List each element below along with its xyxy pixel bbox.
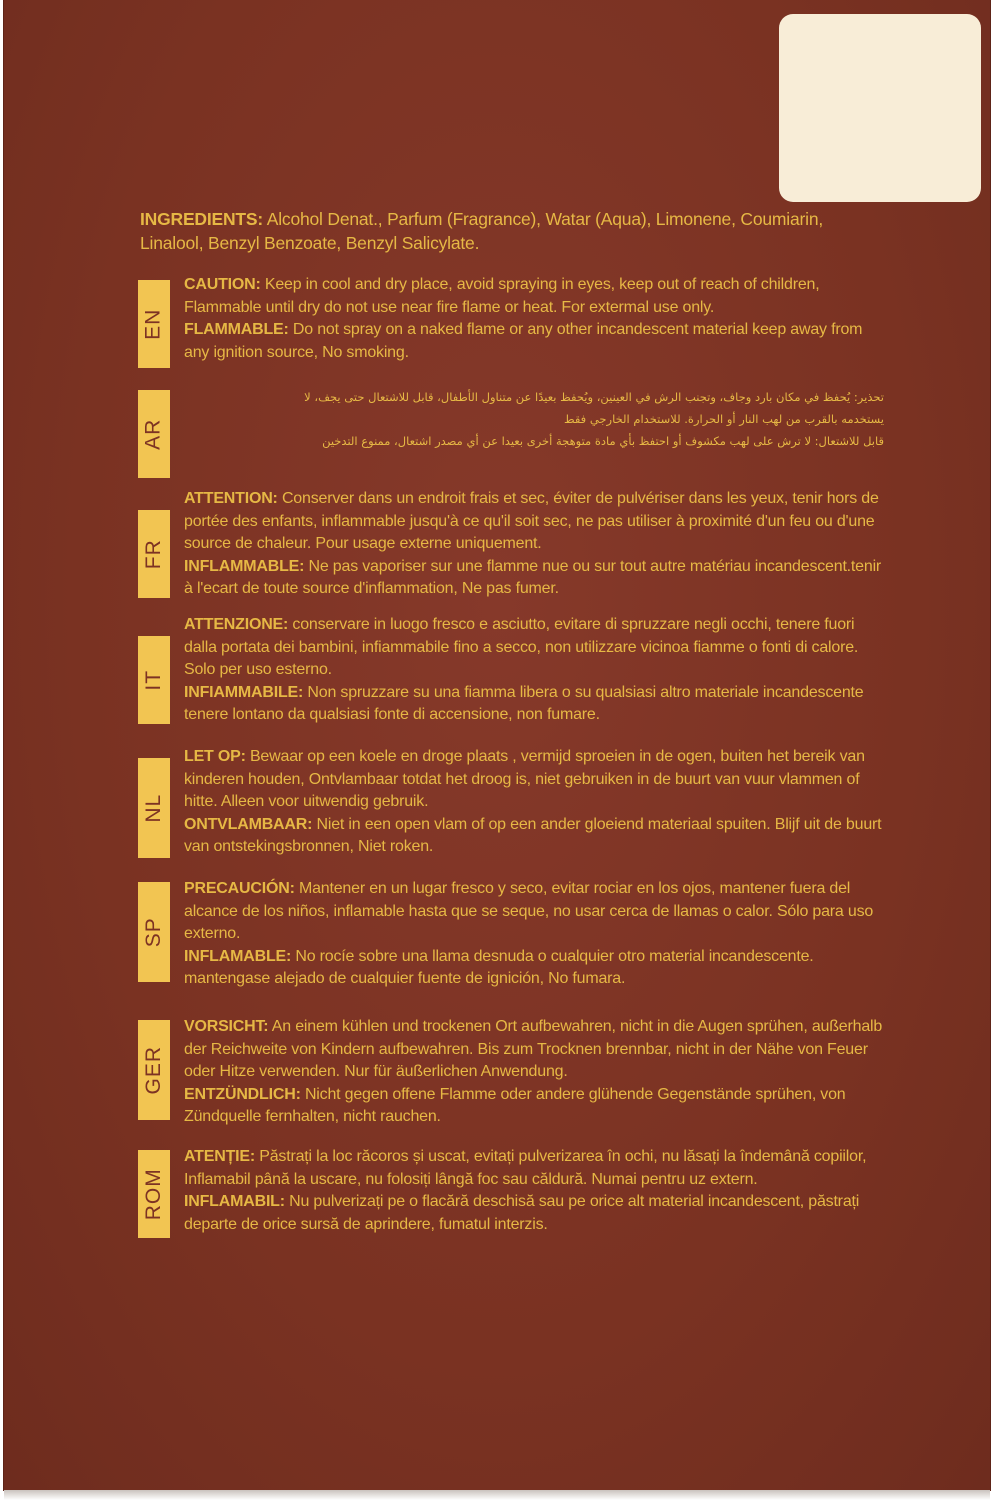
language-tab-fr: FR [138, 510, 170, 598]
vorsicht-text: An einem kühlen und trockenen Ort aufbewahren, nicht in die Augen sprühen, außerhalb der Reichweite von Kindern aufbewahren. Bis zum Trocknen brennbar, nicht in der Nähe von Feuer oder Hitze verwenden. Nur für äußerlichen Anwendung. [184, 1018, 883, 1080]
warning-text-ger [184, 1016, 884, 1129]
atentie-heading: ATENȚIE: [184, 1148, 255, 1165]
ontvlambaar-text: Niet in een open vlam of op een ander gloeiend materiaal spuiten. Blijf uit de buurt van ontstekingsbronnen, Niet roken. [184, 815, 882, 855]
inflamable-text: No rocíe sobre una llama desnuda o cualquier otro material incandescente. mantengase alejado de cualquier fuente de ignición, No fumara. [184, 947, 814, 987]
inflamable-heading: INFLAMABLE: [184, 947, 292, 965]
language-tab-ger: GER [138, 1020, 170, 1120]
warning-text-rom [184, 1146, 884, 1236]
infiammabile-text: Non spruzzare su una fiamma libera o su qualsiasi altro materiale incandescente tenere lontano da qualsiasi fonte di accensione, non fumare. [184, 683, 864, 723]
warning-text-it [184, 614, 884, 727]
arabic-caution-line-1: تحذير: يُحفظ في مكان بارد وجاف، وتجنب الرش في العينين، ويُحفظ بعيدًا عن متناول الأطفال، قابل للاشتعال حتى يجف، لا [304, 390, 884, 404]
ingredients-text [140, 208, 880, 255]
caution-heading: CAUTION: [184, 276, 261, 293]
let-op-heading: LET OP: [184, 748, 246, 765]
precaucion-heading: PRECAUCIÓN: [184, 880, 295, 897]
warning-text-en [184, 274, 884, 364]
attenzione-heading: ATTENZIONE: [184, 616, 289, 633]
language-tab-it: IT [138, 636, 170, 724]
flammable-text: Do not spray on a naked flame or any other incandescent material keep away from any ignition source, No smoking. [184, 321, 863, 361]
flammable-heading: FLAMMABLE: [184, 321, 289, 338]
language-tab-sp: SP [138, 882, 170, 982]
warning-text-fr [184, 488, 884, 601]
attention-text: Conserver dans un endroit frais et sec, éviter de pulvériser dans les yeux, tenir hors de portée des enfants, inflammable jusqu'à ce qu'il soit sec, ne pas utiliser à proximité d'un feu ou d'une source de chaleur. Pour usage externe uniquement. [184, 490, 879, 552]
let-op-text: Bewaar op een koele en droge plaats , vermijd sproeien in de ogen, buiten het bereik van kinderen houden, Ontvlambaar totdat het droog is, niet gebruiken in de buurt van vuur vlammen of hitte. Alleen voor uitwendig gebruik. [184, 748, 865, 810]
language-tab-ar: AR [138, 390, 170, 478]
warning-text-nl [184, 746, 884, 859]
entzuendlich-heading: ENTZÜNDLICH: [184, 1085, 301, 1103]
infiammabile-heading: INFIAMMABILE: [184, 683, 304, 701]
entzuendlich-text: Nicht gegen offene Flamme oder andere glühende Gegenstände sprühen, von Zündquelle fernhalten, nicht rauchen. [184, 1085, 846, 1125]
precaucion-text: Mantener en un lugar fresco y seco, evitar rociar en los ojos, mantener fuera del alcance de los niños, inflamable hasta que se seque, no usar cerca de llamas o calor. Sólo para uso externo. [184, 880, 874, 942]
attenzione-text: conservare in luogo fresco e asciutto, evitare di spruzzare negli occhi, tenere fuori dalla portata dei bambini, infiammabile fino a secco, non utilizzare vicinoa fiamme o fonti di calore. Solo per uso esterno. [184, 616, 859, 678]
inflammable-heading: INFLAMMABLE: [184, 557, 305, 575]
inflammable-text: Ne pas vaporiser sur une flamme nue ou sur tout autre matériau incandescent.tenir à l'ecart de toute source d'inflammation, Ne pas fumer. [184, 557, 882, 597]
ontvlambaar-heading: ONTVLAMBAAR: [184, 815, 313, 833]
inflamabil-heading: INFLAMABIL: [184, 1193, 285, 1210]
blank-label-sticker [779, 14, 981, 202]
package-back-panel [4, 0, 990, 1490]
arabic-flammable-line: قابل للاشتعال: لا ترش على لهب مكشوف أو احتفظ بأي مادة متوهجة أخرى بعيدا عن أي مصدر اشتعال، ممنوع التدخين [322, 434, 884, 448]
ingredients-list: Alcohol Denat., Parfum (Fragrance), Watar (Aqua), Limonene, Coumiarin, Linalool, Benzyl Benzoate, Benzyl Salicylate. [140, 209, 824, 253]
attention-heading: ATTENTION: [184, 490, 278, 507]
caution-text: Keep in cool and dry place, avoid spraying in eyes, keep out of reach of children, Flammable until dry do not use near fire flame or heat. For extermal use only. [184, 276, 820, 316]
inflamabil-text: Nu pulverizați pe o flacără deschisă sau pe orice alt material incandescent, păstrați departe de orice sursă de aprindere, fumatul interzis. [184, 1193, 860, 1233]
arabic-caution-line-2: يستخدمه بالقرب من لهب النار أو الحرارة. للاستخدام الخارجي فقط [563, 412, 884, 426]
warning-text-sp [184, 878, 884, 991]
atentie-text: Păstrați la loc răcoros și uscat, evitați pulverizarea în ochi, nu lăsați la îndemână copiilor, Inflamabil până la uscare, nu folosiți lângă foc sau căldură. Numai pentru uz extern. [184, 1148, 867, 1188]
language-tab-en: EN [138, 280, 170, 368]
warning-text-ar [184, 386, 884, 452]
vorsicht-heading: VORSICHT: [184, 1018, 269, 1035]
ingredients-label: INGREDIENTS: [140, 209, 264, 229]
language-tab-nl: NL [138, 758, 170, 858]
language-tab-rom: ROM [138, 1150, 170, 1238]
